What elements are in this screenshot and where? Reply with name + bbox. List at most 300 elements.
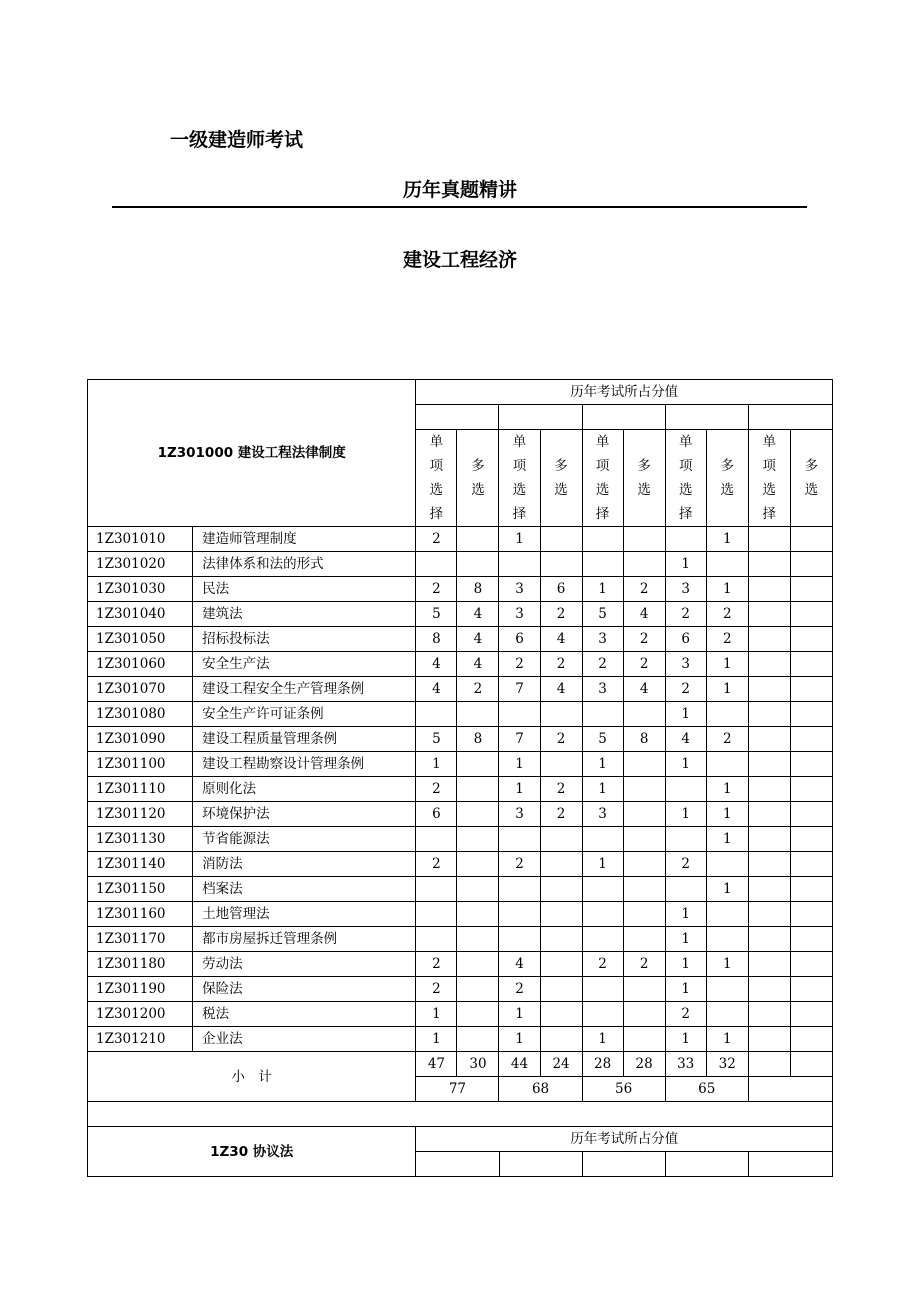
score-cell: 6: [416, 802, 457, 827]
score-cell: [790, 827, 832, 852]
score-cell: [582, 527, 623, 552]
score-table: [87, 379, 833, 1127]
score-cell: [623, 802, 665, 827]
score-cell: 3: [665, 577, 706, 602]
score-cell: [748, 552, 790, 577]
score-cell: 2: [540, 777, 582, 802]
table-row: [88, 852, 833, 877]
score-cell: [748, 527, 790, 552]
score-cell: [499, 702, 540, 727]
score-cell: [457, 977, 499, 1002]
score-cell: 1: [706, 527, 748, 552]
year-total-cell: 68: [499, 1077, 582, 1102]
score-cell: [748, 1002, 790, 1027]
score-cell: [748, 677, 790, 702]
row-name: 企业法: [193, 1027, 416, 1052]
subtotal-cell: 44: [499, 1052, 540, 1077]
row-name: 都市房屋拆迁管理条例: [193, 927, 416, 952]
score-cell: [540, 852, 582, 877]
score-cell: 4: [623, 677, 665, 702]
score-cell: [457, 902, 499, 927]
score-cell: [540, 827, 582, 852]
score-cell: [582, 1002, 623, 1027]
score-cell: 1: [665, 802, 706, 827]
score-cell: [706, 552, 748, 577]
single-choice-char: 选: [512, 482, 527, 498]
row-name: 环境保护法: [193, 802, 416, 827]
score-cell: [623, 827, 665, 852]
score-cell: 1: [706, 877, 748, 902]
section-title-2: 1Z30 协议法: [88, 1127, 416, 1177]
score-cell: [623, 552, 665, 577]
row-code: 1Z301140: [88, 852, 193, 877]
score-cell: 2: [706, 627, 748, 652]
table-row: [88, 752, 833, 777]
score-cell: [540, 702, 582, 727]
score-cell: 2: [665, 852, 706, 877]
score-cell: 1: [499, 1027, 540, 1052]
score-cell: 3: [582, 677, 623, 702]
score-cell: 2: [416, 577, 457, 602]
score-cell: [748, 1027, 790, 1052]
table-row: [88, 702, 833, 727]
row-name: 原则化法: [193, 777, 416, 802]
multi-choice-char: 多: [804, 458, 819, 474]
score-cell: 2: [540, 652, 582, 677]
score-cell: 3: [499, 802, 540, 827]
score-cell: [416, 927, 457, 952]
year-header-cell: [582, 405, 665, 430]
score-cell: 2: [582, 652, 623, 677]
single-choice-header: [665, 430, 706, 527]
table-row: [88, 1027, 833, 1052]
score-cell: 4: [623, 602, 665, 627]
score-cell: 1: [582, 852, 623, 877]
table-row: [88, 727, 833, 752]
score-cell: 2: [540, 802, 582, 827]
score-cell: 2: [665, 677, 706, 702]
score-cell: 4: [665, 727, 706, 752]
single-choice-char: 单: [762, 434, 777, 450]
score-cell: [748, 652, 790, 677]
score-cell: [623, 1002, 665, 1027]
score-cell: [416, 827, 457, 852]
row-name: 建筑法: [193, 602, 416, 627]
score-cell: [457, 852, 499, 877]
score-cell: 2: [665, 1002, 706, 1027]
row-name: 档案法: [193, 877, 416, 902]
single-choice-char: 单: [678, 434, 693, 450]
score-cell: 1: [706, 952, 748, 977]
subtotal-cell: 32: [706, 1052, 748, 1077]
score-cell: [499, 827, 540, 852]
score-cell: 1: [665, 952, 706, 977]
score-cell: [706, 1002, 748, 1027]
score-cell: 2: [706, 727, 748, 752]
score-cell: [790, 802, 832, 827]
score-cell: [623, 777, 665, 802]
score-cell: 1: [582, 752, 623, 777]
score-cell: [748, 627, 790, 652]
row-code: 1Z301030: [88, 577, 193, 602]
single-choice-char: 单: [512, 434, 527, 450]
score-cell: [665, 777, 706, 802]
score-cell: [790, 1027, 832, 1052]
score-cell: 6: [499, 627, 540, 652]
score-cell: 2: [706, 602, 748, 627]
row-code: 1Z301090: [88, 727, 193, 752]
score-cell: 6: [540, 577, 582, 602]
row-name: 保险法: [193, 977, 416, 1002]
score-cell: [499, 902, 540, 927]
row-name: 民法: [193, 577, 416, 602]
multi-choice-header: [623, 430, 665, 527]
score-cell: [623, 927, 665, 952]
score-cell: 1: [499, 1002, 540, 1027]
score-cell: 1: [706, 677, 748, 702]
year-header-cell: [416, 405, 499, 430]
year-header-cell: [416, 1152, 499, 1177]
single-choice-header: [499, 430, 540, 527]
score-cell: [748, 927, 790, 952]
score-cell: [540, 927, 582, 952]
single-choice-char: 择: [762, 506, 777, 522]
score-cell: [623, 852, 665, 877]
table-row: [88, 877, 833, 902]
blank-row: [88, 1102, 833, 1127]
score-cell: 2: [416, 952, 457, 977]
row-code: 1Z301190: [88, 977, 193, 1002]
score-cell: [582, 702, 623, 727]
score-cell: [457, 802, 499, 827]
second-table: [87, 1126, 833, 1177]
row-name: 建设工程安全生产管理条例: [193, 677, 416, 702]
score-cell: [748, 752, 790, 777]
year-header-cell: [499, 1152, 582, 1177]
table-row: [88, 902, 833, 927]
score-cell: 3: [499, 602, 540, 627]
score-cell: [748, 902, 790, 927]
score-cell: 1: [706, 777, 748, 802]
score-cell: 2: [499, 852, 540, 877]
table-row: [88, 677, 833, 702]
score-cell: 4: [540, 627, 582, 652]
year-header-cell: [748, 1152, 832, 1177]
score-cell: 1: [706, 802, 748, 827]
score-cell: 2: [623, 652, 665, 677]
single-choice-char: 选: [678, 482, 693, 498]
score-cell: 1: [499, 752, 540, 777]
score-cell: 2: [623, 627, 665, 652]
row-code: 1Z301080: [88, 702, 193, 727]
score-cell: [540, 902, 582, 927]
score-cell: [416, 902, 457, 927]
row-name: 安全生产许可证条例: [193, 702, 416, 727]
score-cell: [790, 852, 832, 877]
table-row: [88, 627, 833, 652]
score-cell: [457, 877, 499, 902]
score-cell: [665, 877, 706, 902]
single-choice-char: 项: [678, 458, 693, 474]
score-cell: [790, 552, 832, 577]
score-cell: [582, 827, 623, 852]
year-header-cell: [665, 405, 748, 430]
multi-choice-char: 多: [720, 458, 734, 474]
score-cell: [748, 977, 790, 1002]
score-cell: [582, 552, 623, 577]
row-code: 1Z301020: [88, 552, 193, 577]
score-cell: [416, 552, 457, 577]
score-cell: [790, 1002, 832, 1027]
score-cell: 2: [499, 977, 540, 1002]
single-choice-char: 择: [429, 506, 444, 522]
score-cell: 2: [457, 677, 499, 702]
score-cell: [790, 727, 832, 752]
table-row: [88, 602, 833, 627]
score-cell: 1: [665, 1027, 706, 1052]
score-cell: [790, 777, 832, 802]
score-cell: [748, 852, 790, 877]
score-cell: [790, 952, 832, 977]
score-cell: 1: [706, 1027, 748, 1052]
score-cell: 8: [623, 727, 665, 752]
score-cell: 2: [665, 602, 706, 627]
score-cell: 1: [665, 702, 706, 727]
score-cell: [499, 877, 540, 902]
table-row: [88, 827, 833, 852]
score-cell: 4: [499, 952, 540, 977]
score-cell: [457, 527, 499, 552]
row-code: 1Z301160: [88, 902, 193, 927]
single-choice-char: 项: [595, 458, 610, 474]
score-cell: [540, 552, 582, 577]
multi-choice-char: 选: [720, 482, 734, 498]
score-cell: 1: [706, 652, 748, 677]
score-cell: [623, 977, 665, 1002]
single-choice-char: 单: [595, 434, 610, 450]
score-cell: 2: [416, 777, 457, 802]
score-cell: [540, 1027, 582, 1052]
score-cell: 4: [457, 627, 499, 652]
score-cell: 1: [416, 1027, 457, 1052]
score-cell: 7: [499, 677, 540, 702]
score-cell: 2: [416, 852, 457, 877]
score-cell: [457, 702, 499, 727]
single-choice-header: [416, 430, 457, 527]
score-cell: [540, 952, 582, 977]
score-cell: 1: [665, 552, 706, 577]
score-cell: [540, 1002, 582, 1027]
score-cell: [457, 752, 499, 777]
score-cell: [748, 827, 790, 852]
score-cell: [790, 602, 832, 627]
score-cell: 1: [582, 577, 623, 602]
table-row: [88, 527, 833, 552]
single-choice-char: 选: [595, 482, 610, 498]
score-cell: [499, 552, 540, 577]
score-cell: 8: [416, 627, 457, 652]
score-cell: [706, 702, 748, 727]
score-cell: [706, 852, 748, 877]
single-choice-char: 项: [762, 458, 777, 474]
score-cell: 2: [582, 952, 623, 977]
single-choice-header: [582, 430, 623, 527]
score-cell: [790, 527, 832, 552]
score-cell: [540, 527, 582, 552]
score-cell: 5: [582, 602, 623, 627]
row-code: 1Z301110: [88, 777, 193, 802]
score-cell: [790, 752, 832, 777]
row-name: 劳动法: [193, 952, 416, 977]
score-cell: [416, 877, 457, 902]
score-cell: [582, 927, 623, 952]
subtotal-cell: 30: [457, 1052, 499, 1077]
document-heading-exam: 一级建造师考试: [170, 129, 304, 151]
score-cell: [457, 777, 499, 802]
score-cell: [748, 952, 790, 977]
row-code: 1Z301170: [88, 927, 193, 952]
score-cell: [623, 702, 665, 727]
score-cell: [748, 702, 790, 727]
year-total-cell: 56: [582, 1077, 665, 1102]
score-cell: [582, 877, 623, 902]
row-name: 安全生产法: [193, 652, 416, 677]
score-cell: 1: [416, 1002, 457, 1027]
score-cell: [706, 927, 748, 952]
single-choice-char: 单: [429, 434, 444, 450]
multi-choice-char: 多: [554, 458, 568, 474]
row-code: 1Z301070: [88, 677, 193, 702]
row-code: 1Z301050: [88, 627, 193, 652]
score-cell: [457, 827, 499, 852]
table-row: [88, 1002, 833, 1027]
score-cell: [540, 977, 582, 1002]
table-row: [88, 952, 833, 977]
score-cell: 4: [457, 652, 499, 677]
score-cell: 2: [499, 652, 540, 677]
score-cell: 5: [416, 602, 457, 627]
subtotal-cell: 28: [623, 1052, 665, 1077]
single-choice-char: 项: [429, 458, 444, 474]
score-cell: [540, 752, 582, 777]
score-cell: 1: [665, 752, 706, 777]
subtotal-cell: 47: [416, 1052, 457, 1077]
score-cell: 1: [665, 902, 706, 927]
row-code: 1Z301100: [88, 752, 193, 777]
score-cell: 2: [540, 727, 582, 752]
score-header-2: 历年考试所占分值: [416, 1127, 833, 1152]
score-cell: [623, 752, 665, 777]
score-cell: 8: [457, 727, 499, 752]
score-cell: [790, 877, 832, 902]
score-cell: 4: [540, 677, 582, 702]
score-cell: [540, 877, 582, 902]
score-cell: [748, 577, 790, 602]
score-cell: [582, 902, 623, 927]
score-cell: 2: [623, 577, 665, 602]
score-cell: [457, 952, 499, 977]
year-header-cell: [582, 1152, 665, 1177]
single-choice-char: 择: [512, 506, 527, 522]
score-cell: [748, 727, 790, 752]
table-row: [88, 927, 833, 952]
score-cell: 2: [540, 602, 582, 627]
score-cell: 1: [706, 577, 748, 602]
score-cell: 1: [499, 777, 540, 802]
row-code: 1Z301200: [88, 1002, 193, 1027]
score-cell: [623, 902, 665, 927]
score-cell: [457, 552, 499, 577]
year-header-cell: [499, 405, 582, 430]
row-code: 1Z301130: [88, 827, 193, 852]
row-name: 招标投标法: [193, 627, 416, 652]
row-code: 1Z301010: [88, 527, 193, 552]
score-cell: [706, 902, 748, 927]
row-name: 建设工程质量管理条例: [193, 727, 416, 752]
row-name: 建造师管理制度: [193, 527, 416, 552]
table-row: [88, 652, 833, 677]
score-cell: [623, 1027, 665, 1052]
row-code: 1Z301180: [88, 952, 193, 977]
score-cell: 1: [499, 527, 540, 552]
table-row: [88, 577, 833, 602]
score-cell: 4: [416, 677, 457, 702]
row-name: 土地管理法: [193, 902, 416, 927]
score-cell: 4: [457, 602, 499, 627]
row-name: 节省能源法: [193, 827, 416, 852]
score-cell: 1: [582, 777, 623, 802]
score-cell: [706, 977, 748, 1002]
score-cell: [623, 877, 665, 902]
subtotal-cell: [748, 1052, 790, 1077]
row-name: 消防法: [193, 852, 416, 877]
score-cell: 3: [499, 577, 540, 602]
year-header-cell: [748, 405, 832, 430]
section-title: 1Z301000 建设工程法律制度: [88, 380, 416, 527]
score-cell: 5: [582, 727, 623, 752]
year-total-cell: [748, 1077, 832, 1102]
score-cell: 2: [416, 527, 457, 552]
score-header: 历年考试所占分值: [416, 380, 833, 405]
score-cell: [457, 1027, 499, 1052]
score-cell: [665, 527, 706, 552]
score-cell: 1: [665, 977, 706, 1002]
table-row: [88, 802, 833, 827]
score-cell: [499, 927, 540, 952]
row-name: 建设工程勘察设计管理条例: [193, 752, 416, 777]
score-cell: 7: [499, 727, 540, 752]
year-total-cell: 65: [665, 1077, 748, 1102]
score-cell: [790, 977, 832, 1002]
multi-choice-char: 选: [637, 482, 651, 498]
subtotal-label: 小 计: [88, 1052, 416, 1102]
score-cell: [790, 577, 832, 602]
score-cell: 1: [665, 927, 706, 952]
score-cell: [457, 927, 499, 952]
multi-choice-header: [790, 430, 832, 527]
score-cell: [790, 627, 832, 652]
multi-choice-header: [540, 430, 582, 527]
row-code: 1Z301210: [88, 1027, 193, 1052]
score-cell: 4: [416, 652, 457, 677]
score-cell: [748, 877, 790, 902]
score-cell: 2: [623, 952, 665, 977]
score-cell: [623, 527, 665, 552]
single-choice-char: 择: [595, 506, 610, 522]
score-cell: 6: [665, 627, 706, 652]
multi-choice-char: 选: [804, 482, 819, 498]
table-row: [88, 977, 833, 1002]
